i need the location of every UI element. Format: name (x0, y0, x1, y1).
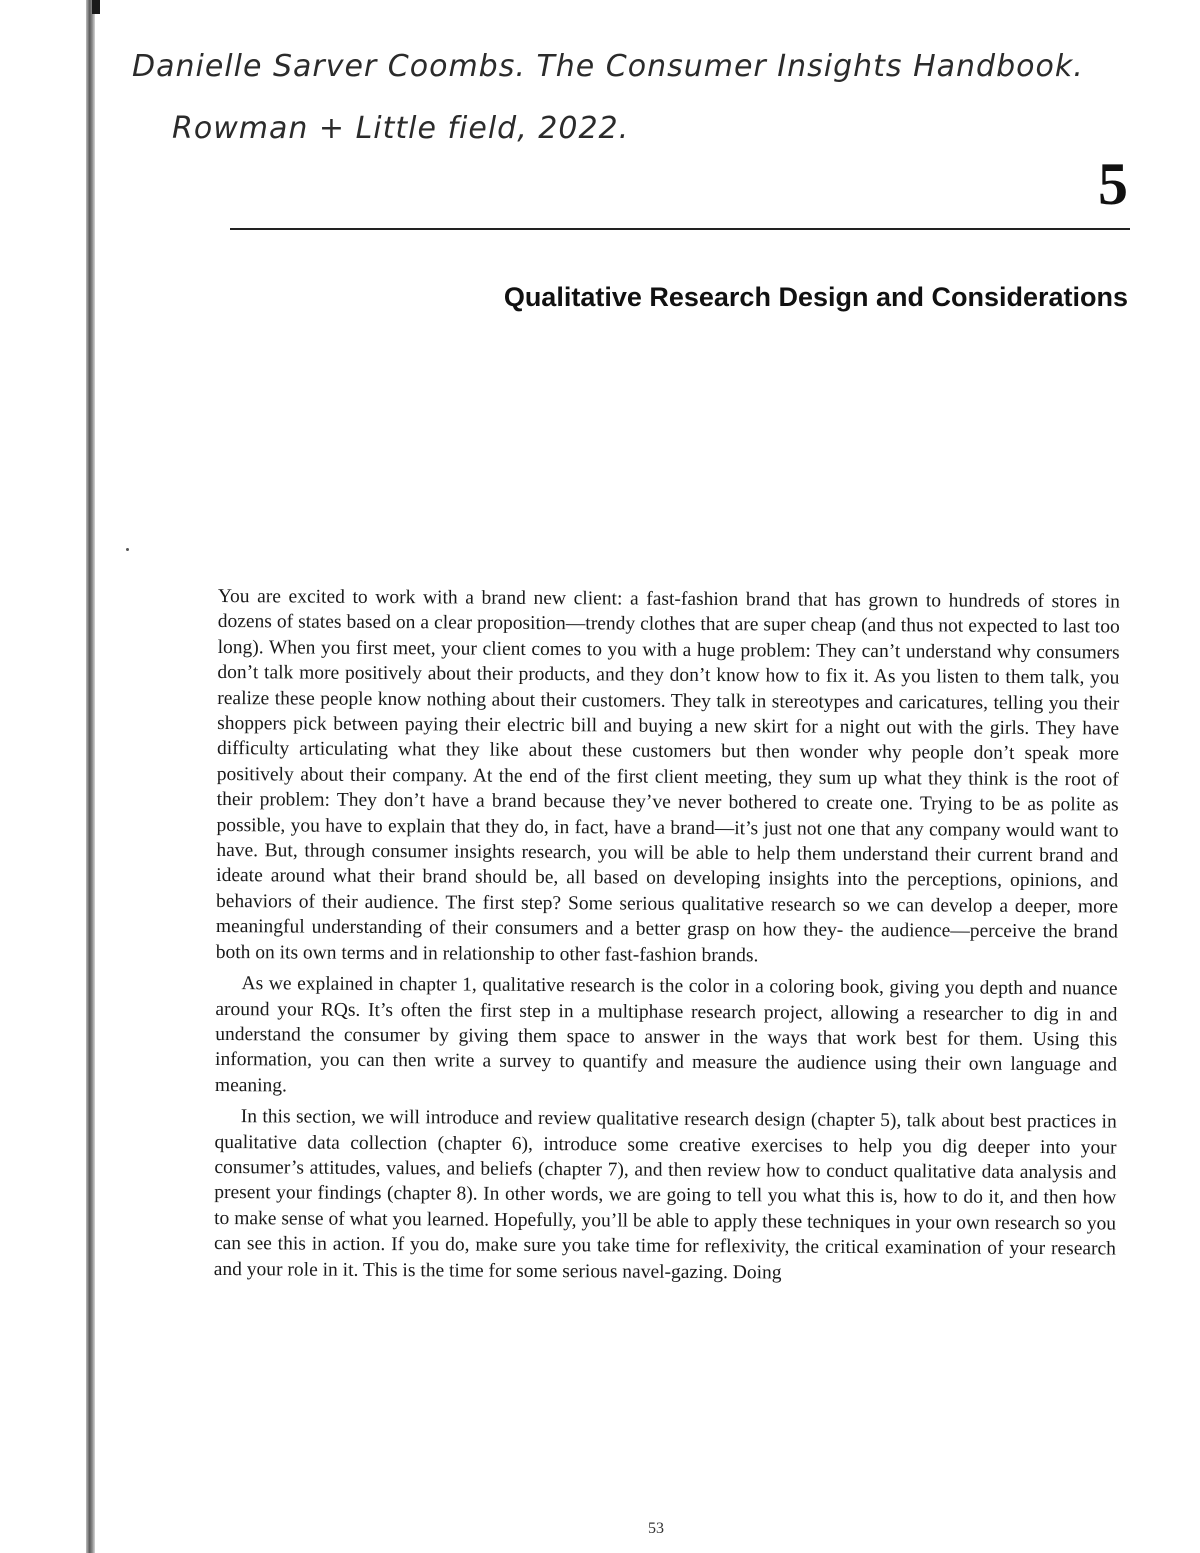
paragraph-2: As we explained in chapter 1, qualitative research is the color in a coloring book, giving you depth and nuance around your RQs. It’s often the first step in a multiphase research project, allowing a researcher to dig in and understand the consumer by giving them space to answer in the ways that work best for them. Using this information, you can then write a survey to quantify and measure the audience using their own language and meaning. (214, 973, 1118, 1097)
scan-speck (126, 548, 129, 551)
body-text (214, 584, 1120, 1293)
paragraph-3: In this section, we will introduce and review qualitative research design (chapter 5), talk about best practices in qualitative data collection (chapter 6), introduce some creative exercises to help you dig deeper into your consumer’s attitudes, values, and beliefs (chapter 7), and then review how to conduct qualitative data analysis and present your findings (chapter 8). In other words, we are going to tell you what this is, how to do it, and then how to make sense of what you learned. Hopefully, you’ll be able to apply these techniques in your own research so you can see this in action. If you do, make sure you take time for reflexivity, the critical examination of your research and your role in it. This is the time for some serious navel-gazing. Doing (213, 1106, 1117, 1284)
handwritten-citation (132, 36, 1084, 160)
spine-mark (92, 0, 100, 14)
chapter-title: Qualitative Research Design and Considerations (503, 282, 1128, 312)
chapter-number: 5 (1098, 151, 1128, 217)
chapter-rule (230, 228, 1130, 230)
handwritten-line-2: Rowman + Little field, 2022. (172, 111, 630, 146)
handwritten-book-title: The Consumer Insights Handbook. (536, 49, 1084, 84)
page-number: 53 (648, 1520, 664, 1537)
book-spine-shadow (86, 0, 95, 1553)
handwritten-author: Danielle Sarver Coombs. (132, 49, 526, 84)
paragraph-1: You are excited to work with a brand new client: a fast-fashion brand that has grown to hundreds of stores in dozens of states based on a clear proposition—trendy clothes that are super cheap (and thus not expected to last too long). When you first meet, your client comes to you with a huge problem: They can’t understand why consumers don’t talk more positively about their products, and they don’t know how to fix it. As you listen to them talk, you realize these people know nothing about their customers. They talk in stereotypes and caricatures, telling you their shoppers pick between paying their electric bill and buying a new skirt for a night out with the girls. They have difficulty articulating what they like about these customers but then wonder why people don’t speak more positively about their company. At the end of the first client meeting, they sum up what they think is the root of their problem: They don’t have a brand because they’ve never bothered to create one. Trying to be as polite as possible, you have to explain that they do, in fact, have a brand—it’s just not one that any company would want to have. But, through consumer insights research, you will be able to help them understand their current brand and ideate around what their brand should be, all based on developing insights into the perceptions, opinions, and behaviors of their audience. The first step? Some serious qualitative research so we can develop a deeper, more meaningful understanding of their consumers and a better grasp on how they- the audience—perceive the brand both on its own terms and in relationship to other fast-fashion brands. (215, 585, 1120, 966)
handwritten-line-1 (132, 36, 1084, 98)
